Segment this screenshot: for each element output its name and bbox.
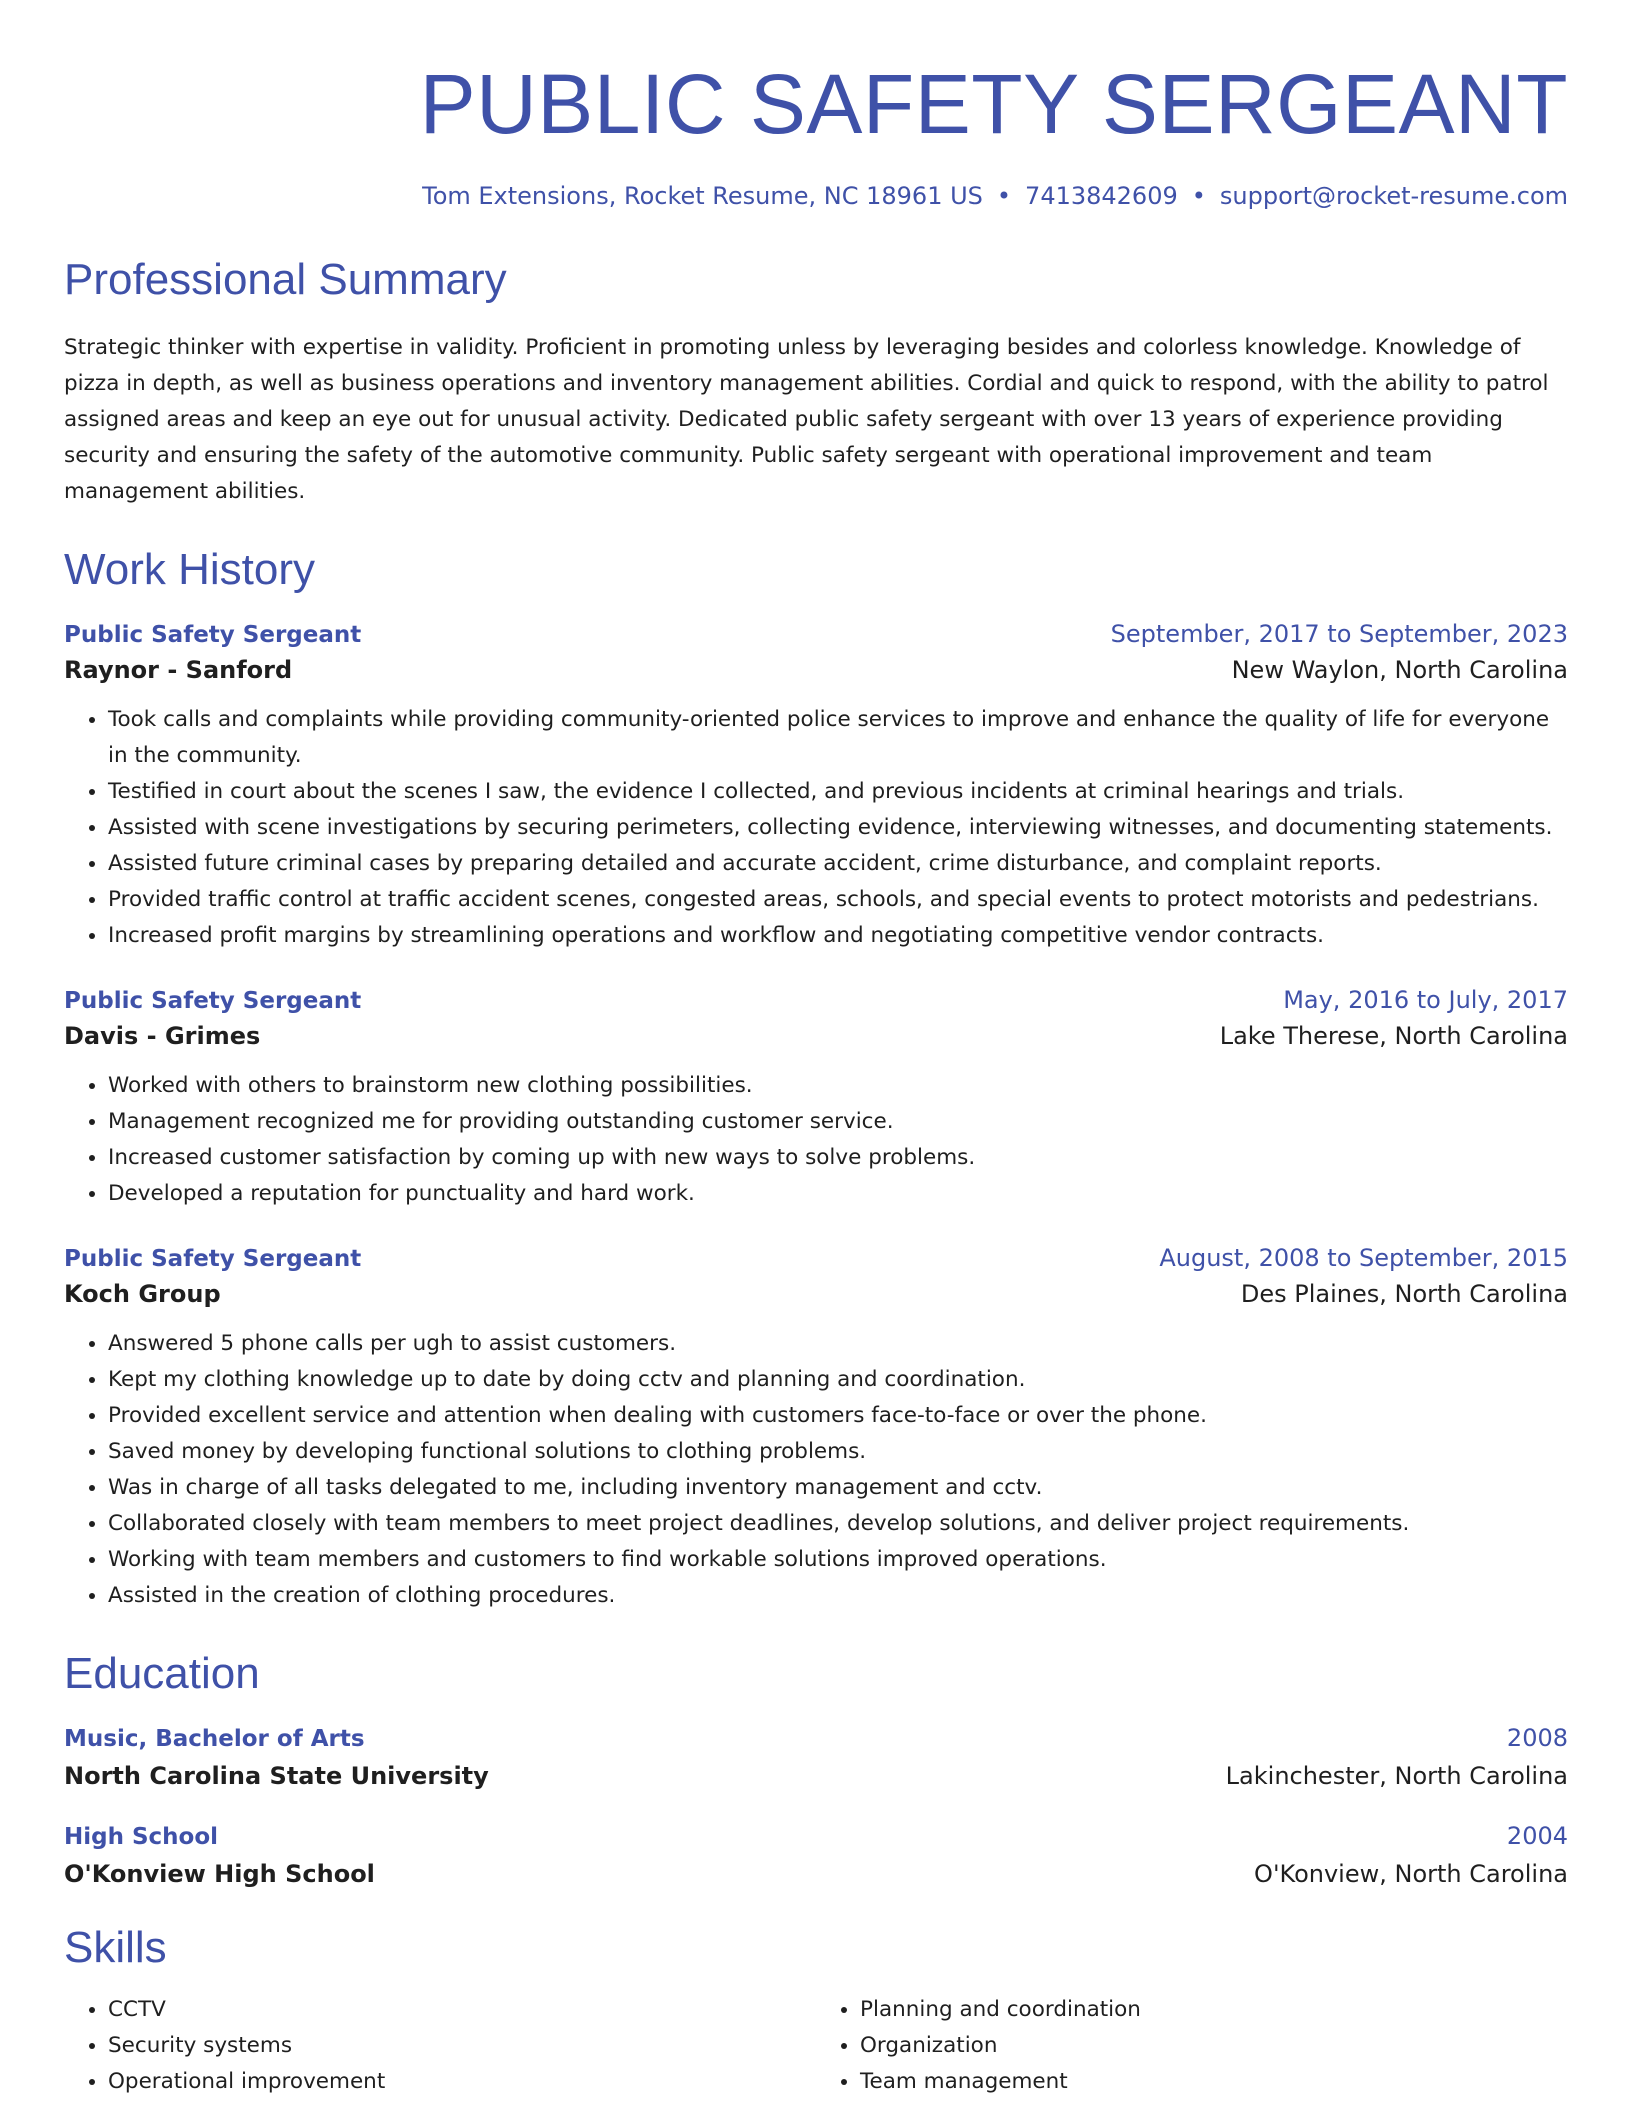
- job-bullet: • Assisted future criminal cases by preparing detailed and accurate accident, crime disturbance, and complaint reports.: [108, 846, 1568, 882]
- job-bullet: • Kept my clothing knowledge up to date by doing cctv and planning and coordination.: [108, 1362, 1568, 1398]
- job-bullet: • Was in charge of all tasks delegated to me, including inventory management and cctv.: [108, 1470, 1568, 1506]
- contact-separator: •: [996, 182, 1012, 210]
- education-school: North Carolina State University: [64, 1762, 489, 1790]
- education-location: Lakinchester, North Carolina: [1225, 1762, 1568, 1790]
- education-year: 2004: [1506, 1822, 1568, 1850]
- skills-column-right: [816, 1992, 1568, 2100]
- job-location: Lake Therese, North Carolina: [1219, 1022, 1568, 1050]
- job-entry: [64, 620, 1568, 954]
- education-degree: High School: [64, 1824, 219, 1850]
- resume-page: [64, 0, 1568, 2100]
- job-entry: [64, 986, 1568, 1212]
- skill-item: • Security systems: [108, 2028, 816, 2064]
- job-bullet: • Assisted with scene investigations by securing perimeters, collecting evidence, interviewing witnesses, and documenting statements.: [108, 810, 1568, 846]
- job-entry: [64, 1244, 1568, 1614]
- resume-name: PUBLIC SAFETY SERGEANT: [419, 57, 1568, 151]
- job-bullet: • Assisted in the creation of clothing procedures.: [108, 1578, 1568, 1614]
- job-bullets: [64, 1326, 1568, 1614]
- job-title: Public Safety Sergeant: [64, 988, 362, 1014]
- job-employer: Koch Group: [64, 1280, 221, 1308]
- skill-item: • Operational improvement: [108, 2064, 816, 2100]
- education-year: 2008: [1506, 1724, 1568, 1752]
- job-header-row: [64, 620, 1568, 648]
- contact-phone: 7413842609: [1025, 182, 1178, 210]
- section-title-education: Education: [64, 1649, 260, 1698]
- contact-address: Tom Extensions, Rocket Resume, NC 18961 US: [422, 182, 983, 210]
- job-bullet: • Testified in court about the scenes I saw, the evidence I collected, and previous incidents at criminal hearings and trials.: [108, 774, 1568, 810]
- skills-list: [64, 1992, 1568, 2100]
- job-bullet: • Provided excellent service and attention when dealing with customers face-to-face or over the phone.: [108, 1398, 1568, 1434]
- job-title: Public Safety Sergeant: [64, 622, 362, 648]
- skill-item: • Team management: [860, 2064, 1568, 2100]
- job-bullet: • Saved money by developing functional solutions to clothing problems.: [108, 1434, 1568, 1470]
- skill-item: • Organization: [860, 2028, 1568, 2064]
- contact-separator: •: [1191, 182, 1206, 210]
- skills-column-left: [64, 1992, 816, 2100]
- job-bullet: • Working with team members and customers to find workable solutions improved operations.: [108, 1542, 1568, 1578]
- job-bullet: • Management recognized me for providing outstanding customer service.: [108, 1104, 1568, 1140]
- education-degree: Music, Bachelor of Arts: [64, 1726, 365, 1752]
- section-title-summary: Professional Summary: [64, 255, 507, 304]
- job-bullet: • Provided traffic control at traffic accident scenes, congested areas, schools, and special events to protect motorists and pedestrians.: [108, 882, 1568, 918]
- education-header-row: [64, 1724, 1568, 1752]
- skill-item: • CCTV: [108, 1992, 816, 2028]
- job-header-row: [64, 986, 1568, 1014]
- job-dates: May, 2016 to July, 2017: [1283, 986, 1568, 1014]
- section-title-skills: Skills: [64, 1923, 167, 1972]
- education-location: O'Konview, North Carolina: [1254, 1860, 1568, 1888]
- education-entry: [64, 1724, 1568, 1790]
- education-school-row: [64, 1860, 1568, 1888]
- education-school-row: [64, 1762, 1568, 1790]
- section-title-work-history: Work History: [64, 545, 315, 594]
- job-location: Des Plaines, North Carolina: [1240, 1280, 1568, 1308]
- job-employer-row: [64, 1280, 1568, 1308]
- job-employer-row: [64, 1022, 1568, 1050]
- job-dates: August, 2008 to September, 2015: [1159, 1244, 1568, 1272]
- job-bullets: [64, 1068, 1568, 1212]
- job-title: Public Safety Sergeant: [64, 1246, 362, 1272]
- job-bullet: • Answered 5 phone calls per ugh to assist customers.: [108, 1326, 1568, 1362]
- job-employer: Davis - Grimes: [64, 1022, 261, 1050]
- job-bullet: • Increased customer satisfaction by coming up with new ways to solve problems.: [108, 1140, 1568, 1176]
- job-bullet: • Collaborated closely with team members to meet project deadlines, develop solutions, and deliver project requirements.: [108, 1506, 1568, 1542]
- job-employer-row: [64, 656, 1568, 684]
- skill-item: • Planning and coordination: [860, 1992, 1568, 2028]
- job-header-row: [64, 1244, 1568, 1272]
- education-school: O'Konview High School: [64, 1860, 375, 1888]
- contact-email: support@rocket-resume.com: [1219, 182, 1568, 210]
- job-location: New Waylon, North Carolina: [1231, 656, 1568, 684]
- job-employer: Raynor - Sanford: [64, 656, 293, 684]
- contact-line: [64, 182, 1568, 210]
- job-dates: September, 2017 to September, 2023: [1110, 620, 1568, 648]
- summary-text: Strategic thinker with expertise in validity. Proficient in promoting unless by leveraging besides and colorless knowledge. Knowledge of pizza in depth, as well as business operations and inventory management abilities. Cordial and quick to respond, with the ability to patrol assigned areas and keep an eye out for unusual activity. Dedicated public safety sergeant with over 13 years of experience providing security and ensuring the safety of the automotive community. Public safety sergeant with operational improvement and team management abilities.: [64, 335, 1549, 504]
- job-bullet: • Worked with others to brainstorm new clothing possibilities.: [108, 1068, 1568, 1104]
- job-bullet: • Took calls and complaints while providing community-oriented police services to improve and enhance the quality of life for everyone in the community.: [108, 702, 1568, 774]
- education-entry: [64, 1822, 1568, 1888]
- job-bullet: • Increased profit margins by streamlining operations and workflow and negotiating competitive vendor contracts.: [108, 918, 1568, 954]
- education-header-row: [64, 1822, 1568, 1850]
- job-bullet: • Developed a reputation for punctuality and hard work.: [108, 1176, 1568, 1212]
- job-bullets: [64, 702, 1568, 954]
